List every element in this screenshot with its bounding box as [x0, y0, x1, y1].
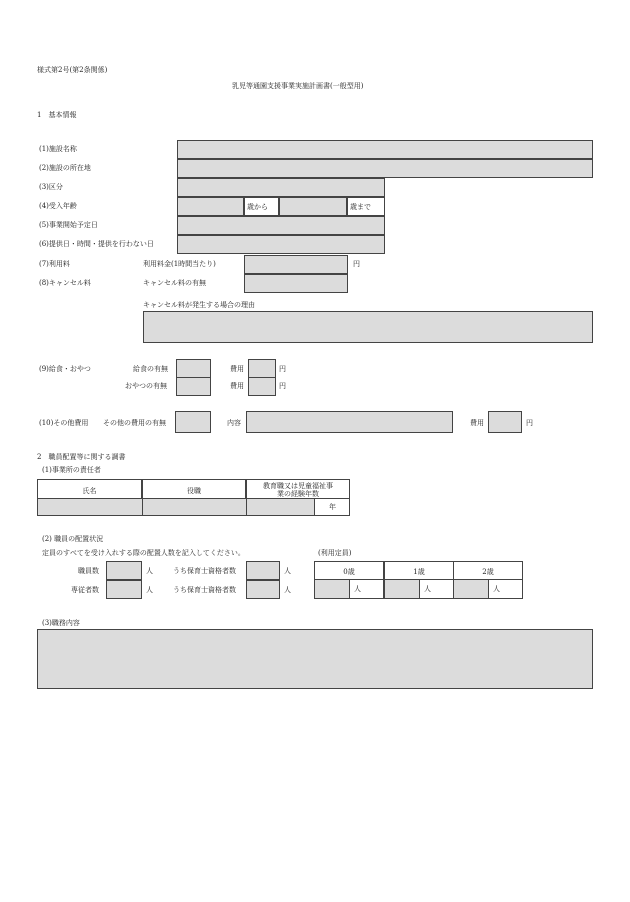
staff-count-label: 職員数 — [78, 567, 99, 575]
service-days-field[interactable] — [177, 235, 385, 254]
age-from-unit-cell — [244, 197, 279, 216]
meal-presence-label: 給食の有無 — [133, 365, 168, 373]
meal-cost-label: 費用 — [230, 365, 244, 373]
manager-subheading: (1)事業所の責任者 — [42, 466, 101, 474]
age2-capacity-field[interactable] — [453, 579, 489, 599]
age-to-field[interactable] — [279, 197, 347, 216]
label-start-date: (5)事業開始予定日 — [39, 221, 98, 229]
duties-field[interactable] — [37, 629, 593, 689]
fulltime-nursery-unit: 人 — [284, 586, 291, 594]
age0-header — [314, 561, 384, 580]
page-title: 乳児等通園支援事業実施計画書(一般型用) — [232, 82, 364, 90]
section2-heading: 2 職員配置等に関する調書 — [37, 453, 126, 461]
fulltime-nursery-field[interactable] — [246, 580, 280, 599]
fee-rate-label: 利用料金(1時間当たり) — [143, 260, 216, 268]
fulltime-count-label: 専従者数 — [71, 586, 99, 594]
label-category: (3)区分 — [39, 183, 63, 191]
age1-header-text: 1歳 — [413, 568, 425, 576]
cancel-presence-field[interactable] — [244, 274, 348, 293]
col-header-name — [37, 479, 142, 499]
facility-address-field[interactable] — [177, 159, 593, 178]
other-content-label: 内容 — [227, 419, 241, 427]
age1-header — [384, 561, 454, 580]
col-header-position-text: 役職 — [187, 487, 201, 495]
manager-name-field[interactable] — [37, 498, 143, 516]
fee-yen: 円 — [353, 260, 360, 268]
fulltime-nursery-label: うち保育士資格者数 — [173, 586, 236, 594]
meal-cost-yen: 円 — [279, 365, 286, 373]
form-number: 様式第2号(第2条関係) — [37, 66, 108, 74]
snack-cost-label: 費用 — [230, 382, 244, 390]
age-to-label: 歳まで — [350, 203, 371, 211]
manager-years-field[interactable] — [246, 498, 315, 516]
label-fee: (7)利用料 — [39, 260, 70, 268]
label-cancel: (8)キャンセル料 — [39, 279, 91, 287]
category-field[interactable] — [177, 178, 385, 197]
cancel-presence-label: キャンセル料の有無 — [143, 279, 206, 287]
snack-cost-yen: 円 — [279, 382, 286, 390]
years-unit: 年 — [329, 503, 336, 511]
label-facility-name: (1)施設名称 — [39, 145, 77, 153]
staffing-instruction: 定員のすべてを受け入れする際の配置人数を記入してください。 — [42, 549, 245, 557]
cancel-reason-field[interactable] — [143, 311, 593, 343]
other-cost-label: 費用 — [470, 419, 484, 427]
staff-nursery-label: うち保育士資格者数 — [173, 567, 236, 575]
age2-unit: 人 — [493, 585, 500, 593]
col-header-experience-text: 教育職又は児童福祉事業の経験年数 — [263, 482, 333, 498]
fee-field[interactable] — [244, 255, 348, 274]
capacity-label: (利用定員) — [318, 549, 352, 557]
start-date-field[interactable] — [177, 216, 385, 235]
col-header-experience — [246, 479, 350, 499]
age0-unit: 人 — [354, 585, 361, 593]
snack-presence-field[interactable] — [176, 377, 211, 396]
snack-presence-label: おやつの有無 — [125, 382, 167, 390]
cancel-reason-label: キャンセル料が発生する場合の理由 — [143, 301, 255, 309]
fulltime-count-unit: 人 — [146, 586, 153, 594]
manager-position-field[interactable] — [142, 498, 247, 516]
col-header-name-text: 氏名 — [82, 487, 97, 495]
label-service-days: (6)提供日・時間・提供を行わない日 — [39, 240, 154, 248]
other-cost-field[interactable] — [488, 411, 522, 433]
staff-nursery-unit: 人 — [284, 567, 291, 575]
age2-unit-cell — [488, 579, 523, 599]
staffing-subheading: (2) 職員の配置状況 — [42, 535, 104, 543]
label-facility-address: (2)施設の所在地 — [39, 164, 91, 172]
age1-unit-cell — [419, 579, 454, 599]
age0-unit-cell — [349, 579, 384, 599]
meal-presence-field[interactable] — [176, 359, 211, 378]
age0-header-text: 0歳 — [343, 568, 355, 576]
label-ages: (4)受入年齢 — [39, 202, 77, 210]
age2-header — [453, 561, 523, 580]
section1-heading: 1 基本情報 — [37, 111, 77, 119]
other-cost-yen: 円 — [526, 419, 533, 427]
years-unit-cell — [314, 498, 350, 516]
other-presence-label: その他の費用の有無 — [103, 419, 166, 427]
other-content-field[interactable] — [246, 411, 453, 433]
col-header-position — [142, 479, 246, 499]
staff-count-unit: 人 — [146, 567, 153, 575]
duties-subheading: (3)職務内容 — [42, 619, 80, 627]
age-to-unit-cell — [347, 197, 385, 216]
age-from-field[interactable] — [177, 197, 244, 216]
staff-nursery-field[interactable] — [246, 561, 280, 580]
label-meals: (9)給食・おやつ — [39, 365, 91, 373]
meal-cost-field[interactable] — [248, 359, 276, 378]
age0-capacity-field[interactable] — [314, 579, 350, 599]
fulltime-count-field[interactable] — [106, 580, 142, 599]
age1-capacity-field[interactable] — [384, 579, 420, 599]
age-from-label: 歳から — [247, 203, 268, 211]
age1-unit: 人 — [424, 585, 431, 593]
other-presence-field[interactable] — [175, 411, 211, 433]
facility-name-field[interactable] — [177, 140, 593, 159]
snack-cost-field[interactable] — [248, 377, 276, 396]
label-other-costs: (10)その他費用 — [39, 419, 89, 427]
staff-count-field[interactable] — [106, 561, 142, 580]
age2-header-text: 2歳 — [482, 568, 494, 576]
